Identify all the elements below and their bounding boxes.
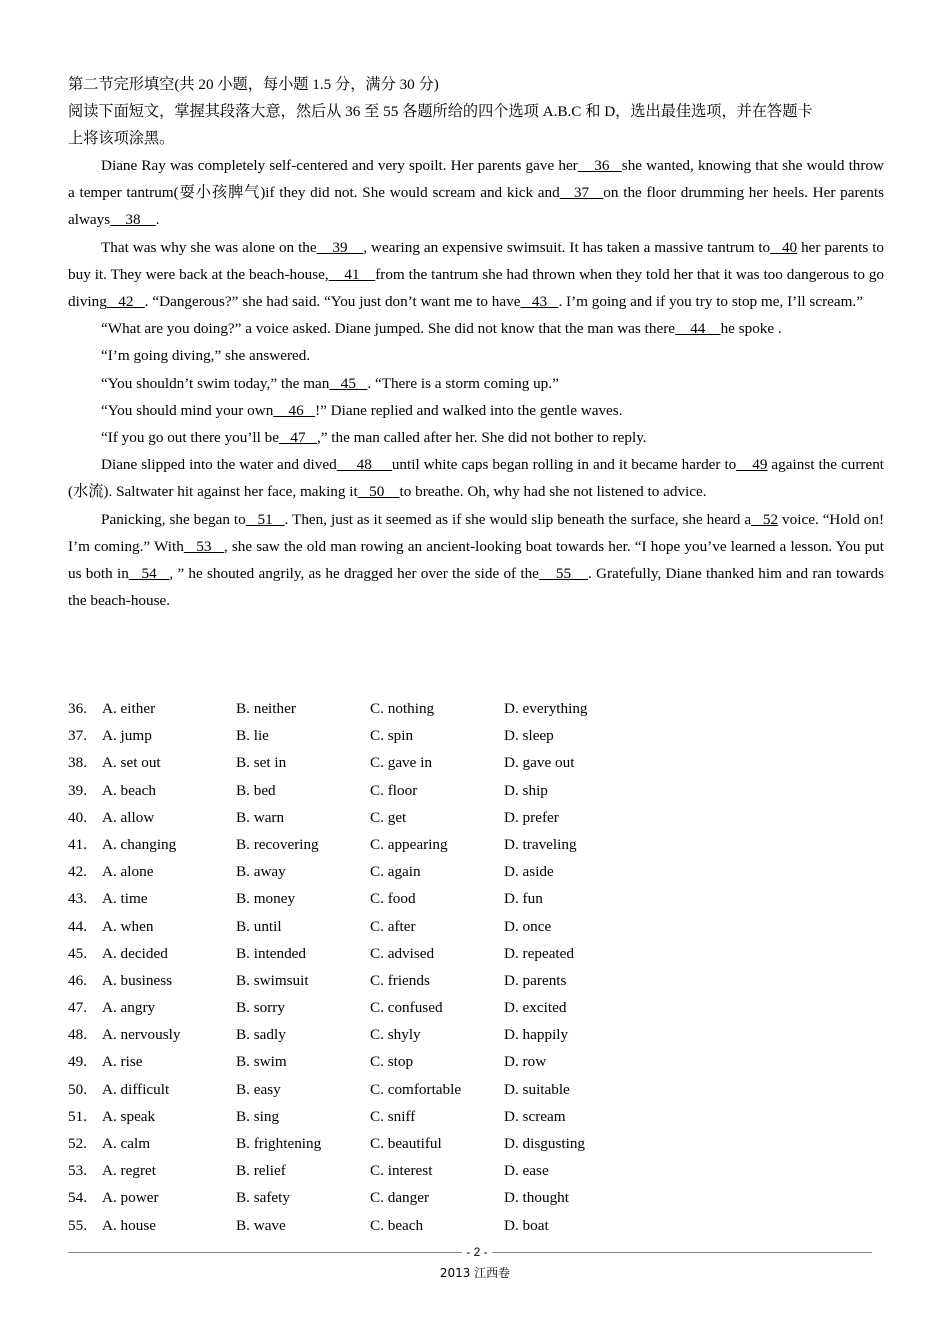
option-a: A. calm <box>102 1135 151 1152</box>
option-c: C. again <box>370 863 421 881</box>
option-c: C. beautiful <box>370 1135 442 1152</box>
option-b: B. away <box>236 863 286 881</box>
option-b: B. intended <box>236 944 307 962</box>
question-row <box>68 913 668 940</box>
option-a: A. business <box>102 971 173 989</box>
passage-text: voice. “Hold on! I’m coming.” With <box>68 510 884 555</box>
question-row <box>68 722 668 749</box>
option-c: C. after <box>370 917 416 935</box>
option-a: A. beach <box>102 781 156 799</box>
blank-47: 47 <box>278 429 317 447</box>
option-c: C. shyly <box>370 1026 421 1044</box>
passage-text: he spoke . <box>720 320 782 338</box>
passage-text: to breathe. Oh, why had she not listened to advice. <box>399 483 707 501</box>
option-b: B. lie <box>236 727 269 745</box>
passage-text: “What are you doing?” a voice asked. Diane jumped. She did not know that the man was there <box>101 320 675 338</box>
passage-text: “I’m going diving,” she answered. <box>101 347 311 365</box>
question-row <box>68 885 668 912</box>
blank-44: 44 <box>675 320 721 338</box>
passage-text: “You shouldn’t swim today,” the man <box>101 374 330 392</box>
question-row <box>68 831 668 858</box>
passage-text: her parents to buy it. They were back at the beach-house, <box>68 238 885 283</box>
paragraph-1 <box>68 152 884 234</box>
passage-text: !” Diane replied and walked into the gentle waves. <box>315 401 623 419</box>
passage-text: Diane Ray was completely self-centered and very spoilt. Her parents gave her <box>101 157 578 174</box>
question-number: 38. <box>68 754 87 772</box>
question-list <box>68 695 668 1239</box>
blank-52: 52 <box>751 510 779 528</box>
section-heading: 第二节完形填空(共 20 小题，每小题 1.5 分，满分 30 分) <box>68 76 439 93</box>
passage-text: , ” he shouted angrily, as he dragged her over the side of the <box>169 565 539 583</box>
blank-38: 38 <box>110 211 156 229</box>
passage-text: on the floor drumming her heels. Her parents always <box>68 184 884 229</box>
option-c: C. stop <box>370 1053 414 1071</box>
question-number: 40. <box>68 808 87 826</box>
option-b: B. easy <box>236 1080 281 1098</box>
option-a: A. nervously <box>102 1026 181 1044</box>
passage-text: Panicking, she began to <box>101 510 246 528</box>
blank-46: 46 <box>273 401 316 419</box>
passage-text: . “There is a storm coming up.” <box>367 374 559 392</box>
blank-39: 39 <box>316 238 364 256</box>
option-b: B. sorry <box>236 999 285 1017</box>
blank-49: 49 <box>736 456 768 474</box>
passage-text: . I’m going and if you try to stop me, I’ll scream.” <box>558 293 863 311</box>
option-a: A. allow <box>102 808 155 826</box>
option-d: D. thought <box>504 1189 569 1207</box>
option-c: C. interest <box>370 1162 433 1180</box>
passage-text: , she saw the old man rowing an ancient-looking boat towards her. “I hope you’ve learned a lesson. You put us both in <box>68 537 884 583</box>
passage-text: until white caps began rolling in and it became harder to <box>391 456 737 474</box>
passage-text: . “Dangerous?” she had said. “You just don’t want me to have <box>144 293 521 311</box>
question-number: 49. <box>68 1053 87 1071</box>
option-d: D. sleep <box>504 727 554 745</box>
question-row <box>68 777 668 804</box>
paragraph-4 <box>68 342 884 369</box>
option-a: A. time <box>102 890 148 908</box>
question-row <box>68 994 668 1021</box>
option-d: D. parents <box>504 971 567 989</box>
question-number: 54. <box>68 1189 87 1207</box>
option-b: B. neither <box>236 700 296 717</box>
question-row <box>68 1048 668 1075</box>
option-a: A. difficult <box>102 1080 170 1098</box>
option-c: C. advised <box>370 944 435 962</box>
option-d: D. traveling <box>504 835 577 853</box>
passage-text: ,” the man called after her. She did not bother to reply. <box>316 429 647 447</box>
blank-51: 51 <box>245 510 285 528</box>
option-a: A. regret <box>102 1162 156 1180</box>
blank-45: 45 <box>329 374 368 392</box>
blank-40: 40 <box>770 238 798 256</box>
option-d: D. excited <box>504 999 567 1017</box>
passage-text: “If you go out there you’ll be <box>101 429 279 447</box>
option-b: B. bed <box>236 781 276 799</box>
option-d: D. fun <box>504 890 543 908</box>
question-row <box>68 804 668 831</box>
blank-48: 48 <box>336 456 392 474</box>
question-number: 53. <box>68 1162 87 1180</box>
passage-text: , wearing an expensive swimsuit. It has taken a massive tantrum to <box>363 238 771 256</box>
option-a: A. set out <box>102 754 161 772</box>
option-c: C. nothing <box>370 700 435 717</box>
option-b: B. set in <box>236 754 287 772</box>
option-c: C. spin <box>370 727 414 745</box>
question-number: 43. <box>68 890 87 908</box>
option-a: A. speak <box>102 1107 156 1125</box>
paragraph-3 <box>68 315 884 342</box>
passage-text: from the tantrum she had thrown when they told her that it was too dangerous to go diving <box>68 265 885 311</box>
option-d: D. once <box>504 917 552 935</box>
question-number: 44. <box>68 917 87 935</box>
question-number: 48. <box>68 1026 87 1044</box>
question-row <box>68 1021 668 1048</box>
passage-text: . <box>155 211 160 229</box>
question-row <box>68 695 668 722</box>
option-a: A. decided <box>102 944 168 962</box>
cloze-passage <box>68 152 884 614</box>
option-b: B. until <box>236 917 282 935</box>
passage-text: . Gratefully, Diane thanked him and ran towards the beach-house. <box>68 565 885 610</box>
option-b: B. warn <box>236 808 285 826</box>
option-d: D. prefer <box>504 808 559 826</box>
question-row <box>68 1157 668 1184</box>
option-d: D. disgusting <box>504 1135 586 1152</box>
passage-text: “You should mind your own <box>101 401 274 419</box>
question-row <box>68 749 668 776</box>
blank-43: 43 <box>520 293 559 311</box>
option-b: B. wave <box>236 1216 286 1234</box>
option-d: D. ease <box>504 1162 549 1180</box>
question-row <box>68 1130 668 1157</box>
instruction-line-2: 上将该项涂黑。 <box>68 130 175 147</box>
option-b: B. recovering <box>236 835 319 853</box>
passage-text: . Then, just as it seemed as if she would slip beneath the surface, she heard a <box>284 510 752 528</box>
question-number: 50. <box>68 1080 87 1098</box>
blank-42: 42 <box>106 293 145 311</box>
option-d: D. aside <box>504 863 554 881</box>
question-number: 47. <box>68 999 87 1017</box>
option-b: B. sadly <box>236 1026 286 1044</box>
footer-source: 2013 江西卷 <box>439 1266 511 1280</box>
option-c: C. sniff <box>370 1107 416 1125</box>
option-c: C. gave in <box>370 754 433 772</box>
question-number: 52. <box>68 1135 87 1152</box>
instruction-line-1: 阅读下面短文，掌握其段落大意，然后从 36 至 55 各题所给的四个选项 A.B.C 和 D，选出最佳选项，并在答题卡 <box>68 103 813 120</box>
question-row <box>68 1103 668 1130</box>
paragraph-5 <box>68 370 884 397</box>
option-a: A. changing <box>102 835 177 853</box>
option-b: B. money <box>236 890 296 908</box>
option-b: B. relief <box>236 1162 286 1180</box>
passage-text: Diane slipped into the water and dived <box>101 456 337 474</box>
blank-50: 50 <box>357 483 400 501</box>
blank-54: 54 <box>128 565 170 583</box>
option-d: D. row <box>504 1053 547 1071</box>
option-d: D. repeated <box>504 944 574 962</box>
blank-55: 55 <box>538 565 588 583</box>
question-number: 42. <box>68 863 87 881</box>
option-b: B. swim <box>236 1053 287 1071</box>
option-a: A. house <box>102 1216 156 1234</box>
option-d: D. everything <box>504 700 588 717</box>
passage-text: That was why she was alone on the <box>101 238 317 256</box>
blank-37: 37 <box>559 184 604 202</box>
option-a: A. alone <box>102 863 154 881</box>
option-a: A. when <box>102 917 154 935</box>
option-a: A. power <box>102 1189 159 1207</box>
option-b: B. safety <box>236 1189 290 1207</box>
paragraph-7 <box>68 424 884 451</box>
question-number: 37. <box>68 727 87 745</box>
option-a: A. either <box>102 700 156 717</box>
question-row <box>68 858 668 885</box>
option-c: C. beach <box>370 1216 424 1234</box>
question-row <box>68 967 668 994</box>
option-a: A. rise <box>102 1053 143 1071</box>
option-b: B. swimsuit <box>236 971 309 989</box>
question-number: 51. <box>68 1107 87 1125</box>
page-number: - 2 - <box>462 1243 492 1261</box>
question-number: 39. <box>68 781 87 799</box>
question-number: 46. <box>68 971 87 989</box>
question-row <box>68 1184 668 1211</box>
option-d: D. suitable <box>504 1080 570 1098</box>
blank-41: 41 <box>328 265 376 283</box>
option-b: B. sing <box>236 1107 280 1125</box>
option-d: D. boat <box>504 1216 549 1234</box>
blank-36: 36 <box>577 157 622 174</box>
option-d: D. happily <box>504 1026 569 1044</box>
option-c: C. get <box>370 808 407 826</box>
option-c: C. friends <box>370 971 430 989</box>
option-c: C. appearing <box>370 835 448 853</box>
paragraph-2 <box>68 234 884 316</box>
option-b: B. frightening <box>236 1135 322 1152</box>
option-c: C. danger <box>370 1189 430 1207</box>
option-c: C. floor <box>370 781 418 799</box>
passage-text: against the current (水流). Saltwater hit against her face, making it <box>68 456 885 501</box>
question-row <box>68 1076 668 1103</box>
option-d: D. ship <box>504 781 548 799</box>
passage-text: she wanted, knowing that she would throw a temper tantrum(耍小孩脾气)if they did not. She would scream and kick and <box>68 157 885 202</box>
option-a: A. jump <box>102 727 152 745</box>
option-c: C. food <box>370 890 416 908</box>
paragraph-9 <box>68 506 884 615</box>
question-row <box>68 1212 668 1239</box>
option-d: D. gave out <box>504 754 575 772</box>
question-number: 45. <box>68 944 87 962</box>
paragraph-6 <box>68 397 884 424</box>
question-row <box>68 940 668 967</box>
option-a: A. angry <box>102 999 156 1017</box>
blank-53: 53 <box>183 537 224 555</box>
paragraph-8 <box>68 451 884 505</box>
option-c: C. comfortable <box>370 1080 462 1098</box>
option-c: C. confused <box>370 999 443 1017</box>
option-d: D. scream <box>504 1107 566 1125</box>
question-number: 55. <box>68 1216 87 1234</box>
question-number: 36. <box>68 700 87 717</box>
question-number: 41. <box>68 835 87 853</box>
